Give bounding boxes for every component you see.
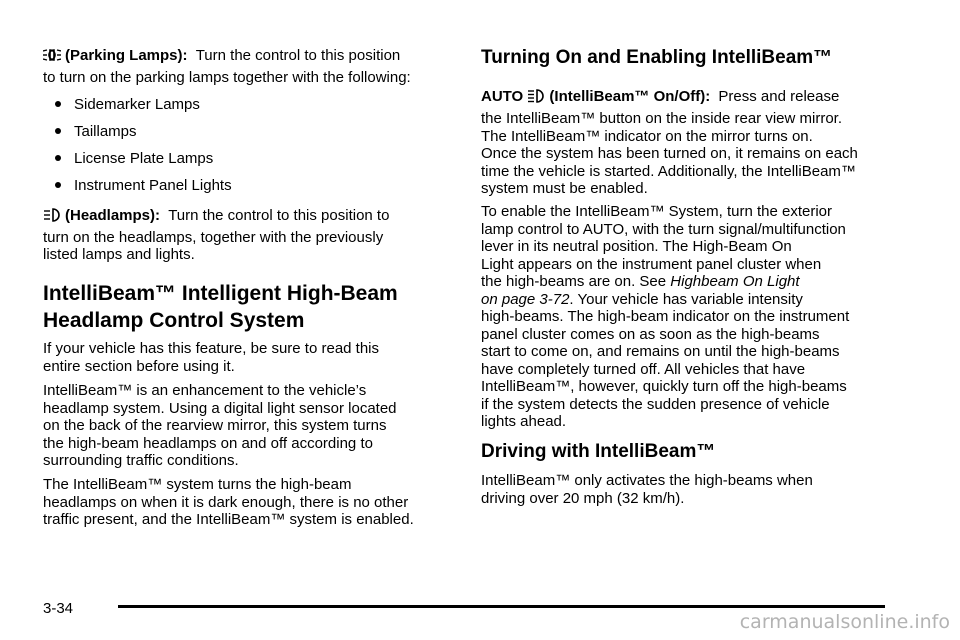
section-heading: Driving with IntelliBeam™ [481, 441, 716, 462]
parking-lamps-line1 [43, 47, 400, 67]
auto-label: AUTO [481, 88, 524, 105]
headlamps-text-3: listed lamps and lights. [43, 246, 195, 263]
parking-lamps-icon [43, 48, 61, 67]
headlamps-icon [43, 208, 61, 227]
paragraph: The IntelliBeam™ system turns the high-beam headlamps on when it is dark enough, there is no other traffic present, and the IntelliBeam™ system is enabled. [43, 476, 414, 528]
list-item: Sidemarker Lamps [43, 96, 423, 113]
section-heading: IntelliBeam™ Intelligent High-Beam Headlamp Control System [43, 282, 398, 332]
paragraph: To enable the IntelliBeam™ System, turn the exterior lamp control to AUTO, with the turn signal/multifunction lever in its neutral position. The High-Beam On Light appears on the instrument panel cluster when the high-beams are on. See Highbeam On Light on page 3-72. Your vehicle has variable intensity high-beams. The high-beam indicator on the instrument panel cluster comes on as soon as the high-beams start to come on, and remains on until the high-beams have completely turned off. All vehicles that have IntelliBeam™, however, quickly turn off the high-beams if the system detects the sudden presence of vehicle lights ahead. [481, 203, 850, 430]
list-item: Instrument Panel Lights [43, 177, 423, 194]
parking-lamps-list [43, 96, 423, 194]
intellibeam-label: (IntelliBeam™ On/Off): [549, 88, 711, 105]
list-item: Taillamps [43, 123, 423, 140]
paragraph: If your vehicle has this feature, be sure to read this entire section before using it. [43, 340, 380, 375]
section-heading: Turning On and Enabling IntelliBeam™ [481, 47, 833, 68]
headlamps-label: (Headlamps): [65, 207, 161, 224]
intellibeam-line1 [481, 88, 839, 108]
list-item: License Plate Lamps [43, 150, 423, 167]
headlamps-text-2: turn on the headlamps, together with the previously [43, 229, 384, 246]
parking-lamps-text-2: to turn on the parking lamps together with the following: [43, 69, 411, 86]
watermark: carmanualsonline.info [739, 611, 950, 633]
parking-lamps-text-1: Turn the control to this position [195, 47, 401, 64]
page-number: 3-34 [43, 600, 74, 617]
cross-reference-link[interactable]: Highbeam On Light [670, 273, 800, 290]
paragraph: the IntelliBeam™ button on the inside rear view mirror. The IntelliBeam™ indicator on the mirror turns on. Once the system has been turned on, it remains on each time the vehicle is started. Additionally, the IntelliBeam™ system must be enabled. [481, 110, 858, 197]
headlamps-text-1: Turn the control to this position to [168, 207, 390, 224]
intellibeam-icon [527, 89, 545, 108]
cross-reference-page[interactable]: on page 3-72 [481, 290, 570, 308]
intellibeam-text-1: Press and release [718, 88, 840, 105]
paragraph: IntelliBeam™ only activates the high-beams when driving over 20 mph (32 km/h). [481, 472, 813, 507]
footer-rule [118, 605, 885, 608]
paragraph: IntelliBeam™ is an enhancement to the vehicle’s headlamp system. Using a digital light sensor located on the back of the rearview mirror, this system turns the high-beam headlamps on and off according to surrounding traffic conditions. [43, 382, 397, 469]
parking-lamps-label: (Parking Lamps): [65, 47, 188, 64]
headlamps-line1 [43, 207, 389, 227]
